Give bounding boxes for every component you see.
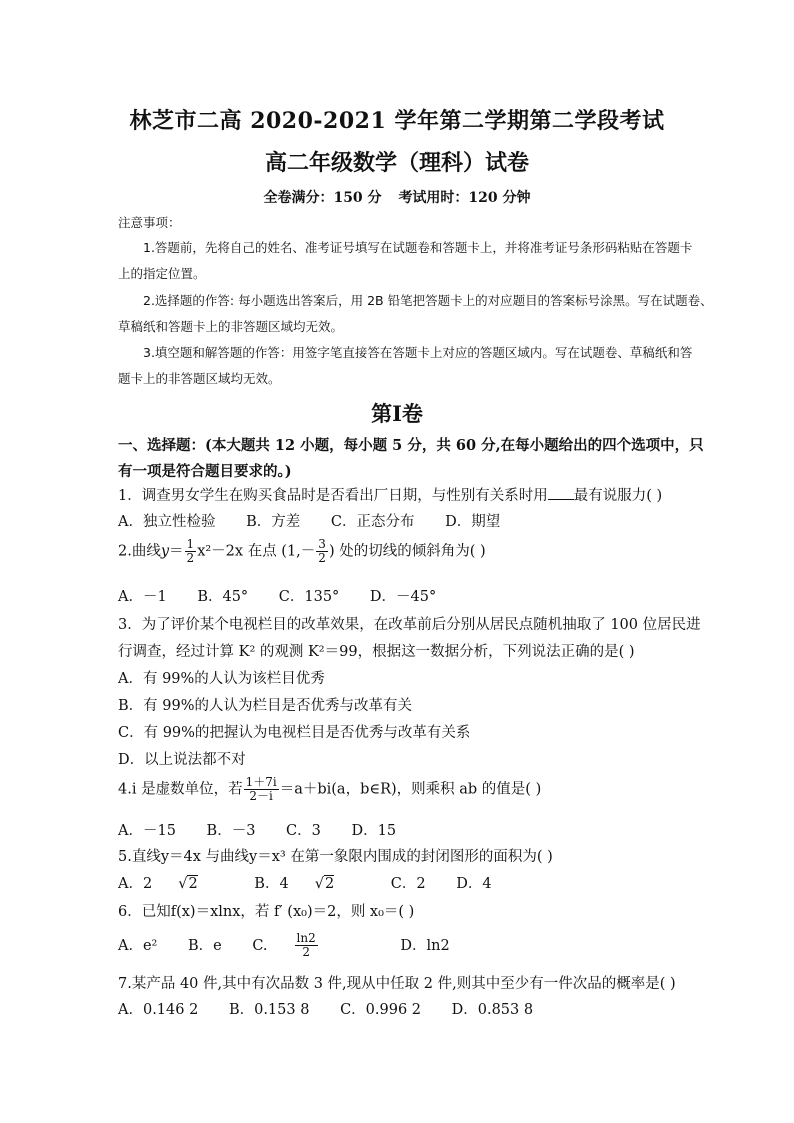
option-c: C．正态分布: [330, 514, 415, 530]
section-instructions-line-2: 有一项是符合题目要求的。): [118, 463, 292, 480]
question-6-stem: 6．已知f(x)＝xlnx，若 f′ (x₀)＝2，则 x₀＝( ): [118, 904, 415, 920]
section-instructions-line-1: 一、选择题：(本大题共 12 小题，每小题 5 分，共 60 分,在每小题给出的四个选项中，只: [118, 437, 704, 454]
section-title: 第Ⅰ卷: [371, 401, 423, 426]
fraction-denominator: 2: [302, 945, 310, 959]
fraction-numerator: 1＋7i: [245, 775, 277, 789]
question-2-middle: x²－2x 在点 (1,－: [197, 543, 316, 560]
question-3-option-a: A．有 99%的人认为该栏目优秀: [118, 671, 325, 687]
option-a: A．－1: [118, 589, 167, 605]
note-1-line-1: 1.答题前，先将自己的姓名、准考证号填写在试题卷和答题卡上，并将准考证号条形码粘贴在答题卡: [143, 240, 693, 255]
question-4-prefix: 4.i 是虚数单位，若: [118, 781, 243, 798]
option-c: C．0.996 2: [340, 1002, 422, 1018]
exam-title: 林芝市二高 2020-2021 学年第二学期第二学段考试: [129, 108, 665, 134]
question-7-stem: 7.某产品 40 件,其中有次品数 3 件,现从中任取 2 件,则其中至少有一件次品的概率是( ): [118, 976, 676, 992]
option-d: D．15: [351, 823, 397, 839]
fraction-half: [185, 538, 197, 565]
option-b: B．0.153 8: [228, 1002, 310, 1018]
note-1-line-2: 上的指定位置。: [118, 266, 206, 281]
note-2-line-2: 草稿纸和答题卡上的非答题区域均无效。: [118, 319, 344, 334]
exam-time: 考试用时：120 分钟: [398, 190, 531, 206]
option-c-label: C.: [252, 937, 268, 954]
option-c: C．2: [390, 876, 426, 892]
exam-meta: [0, 187, 794, 207]
fraction-numerator: 3: [318, 537, 326, 551]
fraction-three-halves: [316, 538, 328, 565]
question-4-options: [118, 819, 678, 840]
option-a-coef: A．2: [118, 876, 153, 892]
question-1-stem: [118, 484, 678, 505]
exam-subtitle: 高二年级数学（理科）试卷: [264, 150, 529, 176]
option-a: A．独立性检验: [118, 514, 216, 530]
question-2-prefix: 2.曲线: [118, 543, 161, 560]
question-2-stem: [118, 538, 678, 565]
question-1-options: [118, 510, 678, 531]
equals-sign: ＝: [169, 543, 184, 560]
total-score: 全卷满分：150 分: [263, 190, 382, 206]
option-c: C．135°: [278, 589, 340, 605]
fraction-numerator: ln2: [296, 931, 316, 945]
question-1-text: 1．调查男女学生在购买食品时是否看出厂日期，与性别有关系时用: [118, 488, 548, 504]
note-2-line-1: 2.选择题的作答: 每小题选出答案后，用 2B 铅笔把答题卡上的对应题目的答案标号涂黑。写在试题卷、: [143, 293, 713, 308]
option-b: B．45°: [197, 589, 249, 605]
option-c: [252, 932, 369, 959]
note-3-line-1: 3.填空题和解答题的作答：用签字笔直接答在答题卡上对应的答题区域内。写在试题卷、草稿纸和答: [143, 345, 693, 360]
fraction-denominator: 2－i: [249, 789, 273, 803]
option-a: A．－15: [118, 823, 176, 839]
option-b: B．e: [187, 937, 222, 954]
option-b: B．4 √2: [254, 872, 360, 893]
question-2-suffix: ) 处的切线的倾斜角为( ): [328, 543, 486, 560]
option-b: B．方差: [246, 514, 301, 530]
option-d: D．ln2: [400, 937, 450, 954]
question-5-stem: 5.直线y＝4x 与曲线y＝x³ 在第一象限内围成的封闭图形的面积为( ): [118, 849, 553, 865]
option-d: D．0.853 8: [451, 1002, 534, 1018]
option-a: A．e²: [118, 937, 158, 954]
question-7-options: [118, 998, 678, 1019]
question-3-stem-line-2: 行调查，经过计算 K² 的观测 K²＝99，根据这一数据分析，下列说法正确的是( ): [118, 644, 635, 660]
option-d: D．期望: [445, 514, 501, 530]
option-c: C．3: [286, 823, 321, 839]
option-b-coef: B．4: [254, 876, 289, 892]
question-2-options: [118, 585, 678, 606]
question-3-option-d: D．以上说法都不对: [118, 752, 246, 768]
option-c-fraction: [295, 932, 344, 959]
question-3-option-b: B．有 99%的人认为栏目是否优秀与改革有关: [118, 698, 412, 714]
option-b-radicand: 2: [324, 876, 335, 892]
option-d: D．4: [456, 876, 492, 892]
option-d: D．－45°: [369, 589, 437, 605]
option-a: A．2 √2: [118, 872, 224, 893]
complex-fraction: [244, 776, 279, 803]
fraction-denominator: 2: [186, 551, 195, 565]
question-5-options: [118, 872, 678, 893]
fraction-numerator: 1: [186, 537, 195, 551]
question-4-suffix: ＝a＋bi(a，b∈R)，则乘积 ab 的值是( ): [279, 781, 542, 798]
variable-y: y: [160, 543, 170, 560]
option-b: B．－3: [206, 823, 256, 839]
answer-blank: [548, 487, 574, 500]
fraction-denominator: 2: [318, 551, 326, 565]
question-4-stem: [118, 776, 678, 803]
option-a-radicand: 2: [188, 876, 198, 892]
notes-heading: 注意事项：: [118, 215, 181, 230]
question-3-option-c: C．有 99%的把握认为电视栏目是否优秀与改革有关系: [118, 725, 471, 741]
option-a: A．0.146 2: [118, 1002, 199, 1018]
question-6-options: [118, 932, 678, 959]
question-1-text-end: 最有说服力( ): [573, 488, 663, 504]
question-3-stem-line-1: 3．为了评价某个电视栏目的改革效果，在改革前后分别从居民点随机抽取了 100 位居民进: [118, 617, 701, 633]
note-3-line-2: 题卡上的非答题区域均无效。: [118, 371, 281, 386]
